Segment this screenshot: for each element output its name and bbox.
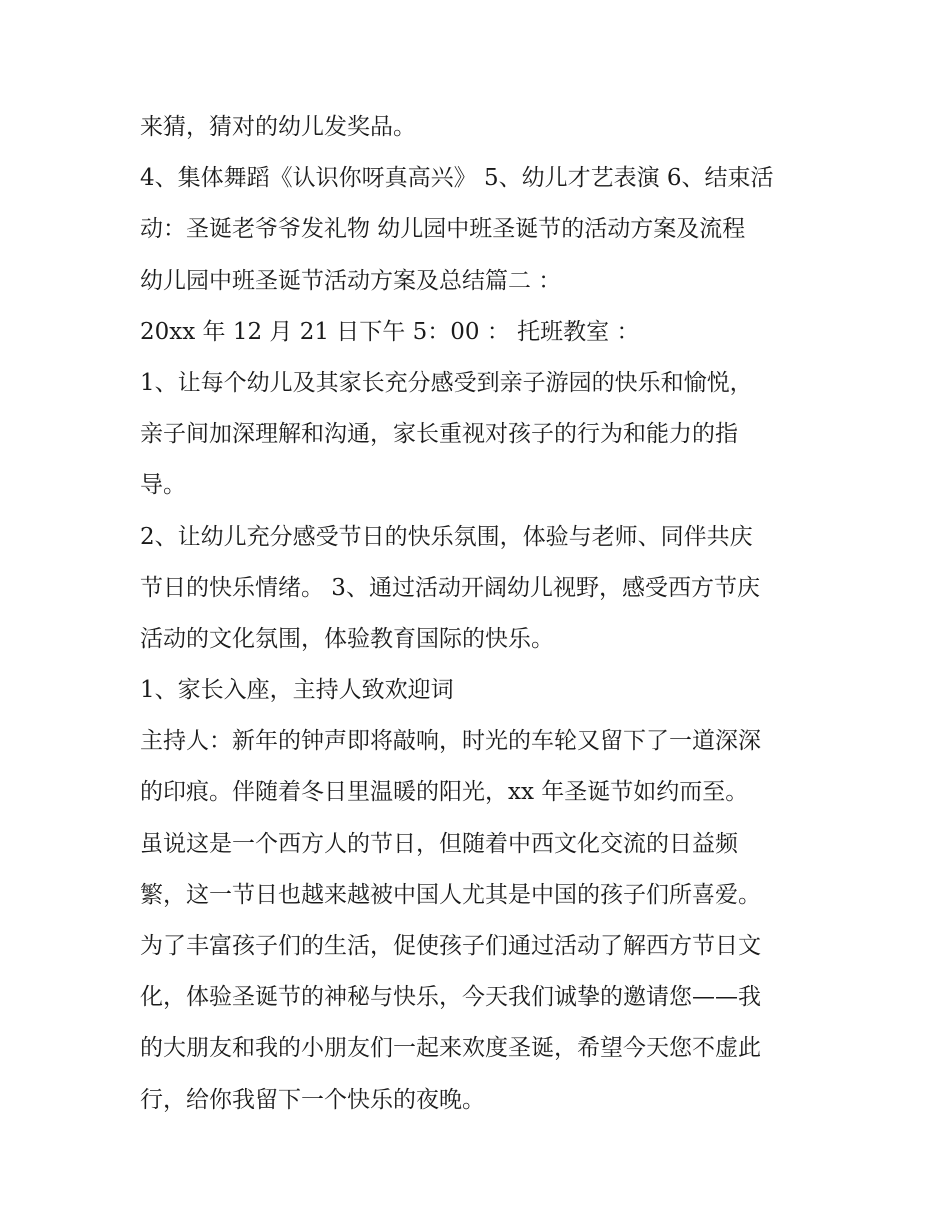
text-line: 1、让每个幼儿及其家长充分感受到亲子游园的快乐和愉悦， (140, 369, 753, 396)
text-line: 来猜，猜对的幼儿发奖品。 (140, 114, 416, 140)
document-body (140, 102, 830, 1126)
text-line: 的大朋友和我的小朋友们一起来欢度圣诞，希望今天您不虚此 (140, 1035, 761, 1062)
text-line: 虽说这是一个西方人的节日，但随着中西文化交流的日益频 (140, 830, 738, 857)
text-line: 亲子间加深理解和沟通，家长重视对孩子的行为和能力的指 (140, 421, 738, 448)
text-line: 活动的文化氛围，体验教育国际的快乐。 (140, 625, 554, 652)
text-line: 2、让幼儿充分感受节日的快乐氛围，体验与老师、同伴共庆 (140, 523, 753, 550)
text-line: 主持人：新年的钟声即将敲响，时光的车轮又留下了一道深深 (140, 728, 761, 755)
text-line: 化，体验圣诞节的神秘与快乐，今天我们诚挚的邀请您——我 (140, 984, 761, 1011)
text-line: 20xx 年 12 月 21 日下午 5：00 ： 托班教室 ： (140, 318, 640, 345)
text-line: 4、集体舞蹈《认识你呀真高兴》 5、幼儿才艺表演 6、结束活 (140, 165, 774, 192)
text-line: 行，给你我留下一个快乐的夜晚。 (140, 1086, 485, 1113)
text-line: 动：圣诞老爷爷发礼物 幼儿园中班圣诞节的活动方案及流程 (140, 216, 746, 243)
text-line: 1、家长入座，主持人致欢迎词 (140, 677, 454, 704)
text-line: 幼儿园中班圣诞节活动方案及总结篇二 ： (140, 267, 562, 294)
text-line: 为了丰富孩子们的生活，促使孩子们通过活动了解西方节日文 (140, 933, 761, 959)
text-line: 繁，这一节日也越来越被中国人尤其是中国的孩子们所喜爱。 (140, 881, 761, 908)
text-line: 节日的快乐情绪。 3、通过活动开阔幼儿视野，感受西方节庆 (140, 574, 760, 601)
text-line: 的印痕。伴随着冬日里温暖的阳光，xx 年圣诞节如约而至。 (140, 779, 749, 806)
text-line: 导。 (140, 472, 186, 499)
